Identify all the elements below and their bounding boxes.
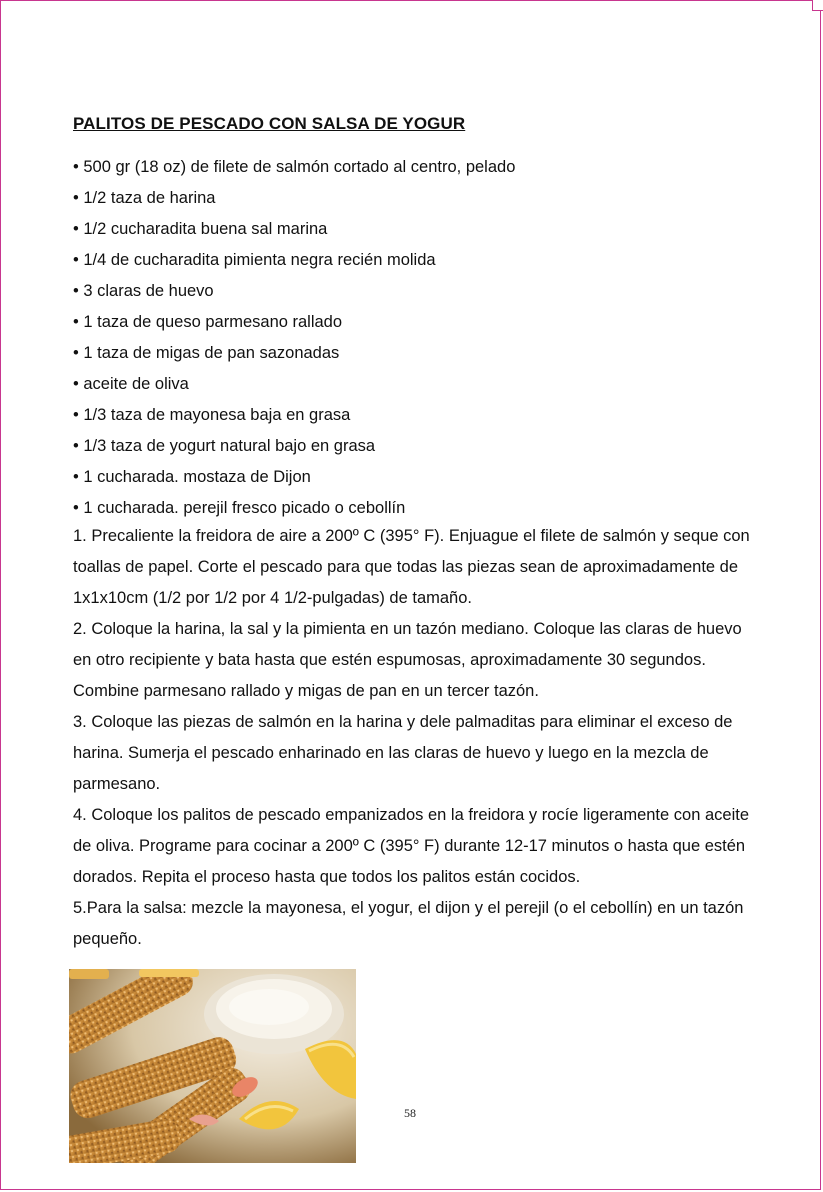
ingredient-item: • aceite de oliva: [73, 375, 189, 393]
page-number: 58: [404, 1106, 416, 1120]
ingredient-item: • 1/4 de cucharadita pimienta negra recién molida: [73, 251, 436, 269]
ingredient-item: • 1/3 taza de mayonesa baja en grasa: [73, 406, 351, 424]
ingredient-item: • 1 cucharada. perejil fresco picado o cebollín: [73, 499, 406, 517]
ingredient-item: • 1/2 cucharadita buena sal marina: [73, 220, 328, 238]
instruction-step: 5.Para la salsa: mezcle la mayonesa, el yogur, el dijon y el perejil (o el cebollín) en un tazón pequeño.: [73, 899, 744, 948]
instruction-step: 1. Precaliente la freidora de aire a 200º C (395° F). Enjuague el filete de salmón y seque con toallas de papel. Corte el pescado para que todas las piezas sean de aproximadamente de 1x1x10cm (1/2 por 1/2 por 4 1/2-pulgadas) de tamaño.: [73, 527, 750, 607]
ingredient-item: • 1 cucharada. mostaza de Dijon: [73, 468, 311, 486]
ingredient-item: • 1 taza de queso parmesano rallado: [73, 313, 343, 331]
ingredient-item: • 500 gr (18 oz) de filete de salmón cortado al centro, pelado: [73, 158, 516, 176]
ingredient-item: • 1 taza de migas de pan sazonadas: [73, 344, 340, 362]
ingredient-item: • 1/3 taza de yogurt natural bajo en grasa: [73, 437, 376, 455]
recipe-title: PALITOS DE PESCADO CON SALSA DE YOGUR: [73, 114, 466, 133]
ingredient-list: [73, 152, 515, 524]
instruction-steps: [73, 521, 763, 955]
ingredient-item: • 1/2 taza de harina: [73, 189, 216, 207]
instruction-step: 4. Coloque los palitos de pescado empanizados en la freidora y rocíe ligeramente con aceite de oliva. Programe para cocinar a 200º C (395° F) durante 12-17 minutos o hasta que estén dorados. Repita el proceso hasta que todos los palitos están cocidos.: [73, 806, 749, 886]
ingredient-item: • 3 claras de huevo: [73, 282, 214, 300]
instruction-step: 2. Coloque la harina, la sal y la pimienta en un tazón mediano. Coloque las claras de huevo en otro recipiente y bata hasta que estén espumosas, aproximadamente 30 segundos. Combine parmesano rallado y migas de pan en un tercer tazón.: [73, 620, 742, 700]
fish-sticks-photo: [69, 969, 356, 1163]
page-corner-mark: [812, 0, 823, 11]
instruction-step: 3. Coloque las piezas de salmón en la harina y dele palmaditas para eliminar el exceso de harina. Sumerja el pescado enharinado en las claras de huevo y luego en la mezcla de parmesano.: [73, 713, 733, 793]
